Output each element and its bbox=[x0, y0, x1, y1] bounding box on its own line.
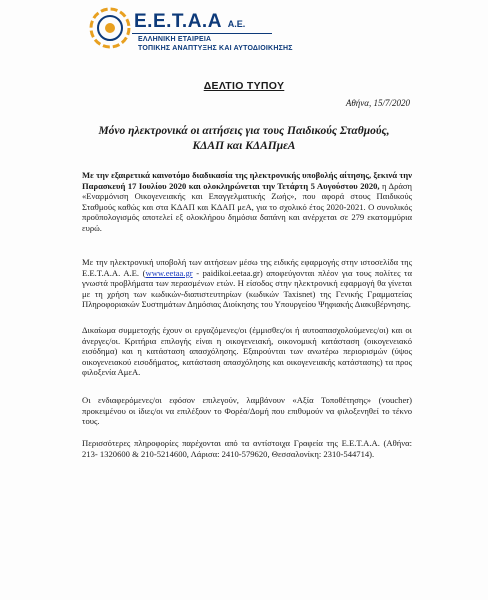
paragraph-eligibility: Δικαίωμα συμμετοχής έχουν οι εργαζόμενες/οι (έμμισθες/οι ή αυτοαπασχολούμενες/οι) και οι άνεργες/οι. Κριτήρια επιλογής είναι η οικογενειακή, οικονομική κατάσταση (οικογενειακό εισόδημα) και η κατάσταση απασχόλησης. Εξαιρούνται των ανωτέρω περιορισμών (ύψος οικογενειακού εισοδήματος, κατάσταση απασχόλησης και οικογενειακής κατάστασης) τα προς φιλοξενία ΑμεΑ. bbox=[82, 325, 412, 378]
logo-name: Ε.Ε.Τ.Α.Α Α.Ε. bbox=[134, 11, 246, 32]
logo-divider bbox=[132, 33, 272, 34]
document-date: Αθήνα, 15/7/2020 bbox=[345, 98, 410, 108]
paragraph-online-submission bbox=[82, 257, 412, 310]
announcement-bold: Με την εξαιρετικά καινοτόμο διαδικασία της ηλεκτρονικής υποβολής αίτησης, ξεκινά την Παρασκευή 17 Ιουλίου 2020 και ολοκληρώνεται την Τετάρτη 5 Αυγούστου 2020, bbox=[82, 170, 412, 191]
headline-line2: ΚΔΑΠ και ΚΔΑΠμεΑ bbox=[192, 140, 296, 152]
paragraph-voucher: Οι ενδιαφερόμενες/οι εφόσον επιλεγούν, λαμβάνουν «Αξία Τοποθέτησης» (voucher) προκειμένου οι ίδιες/οι να επιλέξουν το Φορέα/Δομή που επιθυμούν να φιλοξενηθεί το τέκνο τους. bbox=[82, 395, 412, 427]
eetaa-logo bbox=[88, 6, 348, 56]
paragraph-contact-info: Περισσότερες πληροφορίες παρέχονται από τα αντίστοιχα Γραφεία της Ε.Ε.Τ.Α.Α. (Αθήνα: 213- 1320600 & 210-5214600, Λάρισα: 2410-579620, Θεσσαλονίκη: 2310-544714). bbox=[82, 438, 412, 459]
announcement-rest: η Δράση «Εναρμόνιση Οικογενειακής και Επαγγελματικής Ζωής», που αφορά στους Παιδικούς Σταθμούς καθώς και στα ΚΔΑΠ και ΚΔΑΠ μεΑ, για το σχολικό έτος 2020-2021. Ο συνολικός προϋπολογισμός αποτελεί εξ ολοκλήρου δημόσια δαπάνη και ανέρχεται σε 279 εκατομμύρια ευρώ. bbox=[82, 180, 413, 233]
headline bbox=[60, 124, 428, 154]
logo-subtitle-line2: ΤΟΠΙΚΗΣ ΑΝΑΠΤΥΞΗΣ ΚΑΙ ΑΥΤΟΔΙΟΙΚΗΣΗΣ bbox=[138, 45, 293, 52]
submission-text-before: Με την ηλεκτρονική υποβολή των αιτήσεων μέσω της ειδικής εφαρμογής στην ιστοσελίδα της Ε.Ε.Τ.Α.Α. Α.Ε. ( bbox=[82, 257, 412, 278]
document-title: ΔΕΛΤΙΟ ΤΥΠΟΥ bbox=[203, 80, 285, 92]
logo-subtitle-line1: ΕΛΛΗΝΙΚΗ ΕΤΑΙΡΕΙΑ bbox=[138, 36, 212, 43]
eetaa-website-link[interactable]: www.eetaa.gr bbox=[145, 267, 193, 278]
headline-line1: Μόνο ηλεκτρονικά οι αιτήσεις για τους Παιδικούς Σταθμούς, bbox=[98, 125, 390, 137]
logo-emblem-icon bbox=[88, 6, 132, 50]
submission-text-after: - paidikoi.eetaa.gr) αποφεύγονται πλέον για τους πολίτες τα γνωστά προβλήματα των περασμένων ετών. Η είσοδος στην ηλεκτρονική εφαρμογή θα γίνεται με τη χρήση των κωδικών-διαπιστευτηρίων (κωδικών Taxisnet) της Γενικής Γραμματείας Πληροφοριακών Συστημάτων Δημόσιας Διοίκησης του Υπουργείου Ψηφιακής Διακυβέρνησης. bbox=[82, 267, 412, 310]
paragraph-announcement bbox=[82, 170, 412, 234]
